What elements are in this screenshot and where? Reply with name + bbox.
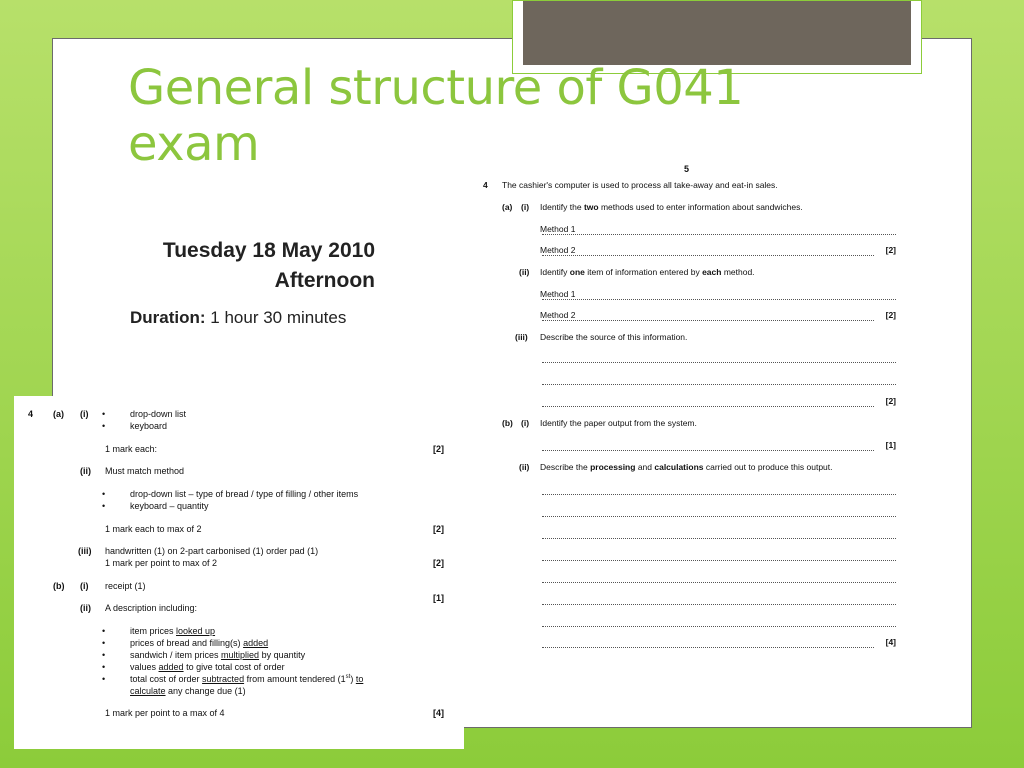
answer-dotted-line[interactable] — [542, 440, 874, 451]
exam-duration — [130, 308, 375, 328]
sub-i-label: (i) — [521, 202, 530, 212]
answer-dotted-line[interactable] — [542, 396, 874, 407]
answer-dotted-line[interactable] — [542, 374, 896, 385]
answer-dotted-line[interactable] — [542, 506, 896, 517]
ms-bullet: • total cost of order subtracted from amount tendered (1st) to — [130, 674, 363, 684]
ms-sub-ii: (ii) — [80, 466, 91, 476]
answer-dotted-line[interactable] — [542, 310, 874, 321]
ms-part-b: (b) — [53, 581, 65, 591]
ms-note: 1 mark per point to a max of 4 — [105, 708, 225, 718]
answer-line-method1 — [478, 289, 908, 301]
answer-line-method1 — [478, 224, 908, 236]
ms-question-number: 4 — [28, 409, 34, 419]
photo-placeholder — [523, 1, 911, 65]
mark-allocation: [2] — [885, 396, 896, 406]
answer-line — [478, 352, 908, 364]
answer-dotted-line[interactable] — [542, 572, 896, 583]
slide-title — [128, 60, 768, 172]
part-a-i-text: Identify the two methods used to enter information about sandwiches. — [540, 202, 803, 212]
part-a-ii-text: Identify one item of information entered by each method. — [540, 267, 755, 277]
answer-dotted-line[interactable] — [542, 528, 896, 539]
title-line-2: exam — [128, 116, 260, 172]
mark-allocation: [4] — [885, 637, 896, 647]
sub-ii-label: (ii) — [519, 267, 530, 277]
mark-allocation: [2] — [885, 310, 896, 320]
sub-ii-label: (ii) — [519, 462, 530, 472]
answer-line — [478, 550, 908, 562]
answer-line — [478, 616, 908, 628]
ms-bullet: • item prices looked up — [130, 626, 215, 636]
ms-bullet-continuation: calculate any change due (1) — [130, 686, 246, 696]
ms-note: 1 mark per point to max of 2 — [105, 558, 218, 568]
part-b-i-text: Identify the paper output from the system. — [540, 418, 697, 428]
ms-sub-ii: (ii) — [80, 603, 91, 613]
ms-note: 1 mark each: — [105, 444, 158, 454]
mark-scheme — [14, 396, 464, 749]
question-number: 4 — [483, 180, 488, 190]
answer-dotted-line[interactable] — [542, 245, 874, 256]
answer-line — [478, 440, 908, 452]
part-b-label: (b) — [502, 418, 513, 428]
ms-mark: [1] — [433, 593, 444, 603]
answer-dotted-line[interactable] — [542, 352, 896, 363]
ms-sub-i: (i) — [80, 409, 89, 419]
answer-dotted-line[interactable] — [542, 637, 874, 648]
method1-label: Method 1 — [540, 289, 576, 299]
part-a-ii-row — [478, 267, 908, 279]
exam-date: Tuesday 18 May 2010 — [162, 239, 375, 262]
page-number: 5 — [684, 164, 690, 174]
duration-value: 1 hour 30 minutes — [210, 308, 347, 327]
method2-label: Method 2 — [540, 245, 576, 255]
sub-i-label: (i) — [521, 418, 530, 428]
ms-mark: [2] — [433, 444, 444, 454]
answer-dotted-line[interactable] — [542, 224, 896, 235]
part-a-i-row — [478, 202, 908, 214]
ms-bullet: • keyboard — [130, 421, 167, 431]
method2-label: Method 2 — [540, 310, 576, 320]
part-b-ii-text: Describe the processing and calculations carried out to produce this output. — [540, 462, 833, 472]
ms-note: 1 mark each to max of 2 — [105, 524, 202, 534]
question-intro: The cashier's computer is used to process all take-away and eat-in sales. — [502, 180, 778, 190]
part-a-label: (a) — [502, 202, 513, 212]
answer-dotted-line[interactable] — [542, 594, 896, 605]
answer-line — [478, 594, 908, 606]
mark-allocation: [1] — [885, 440, 896, 450]
mark-allocation: [2] — [885, 245, 896, 255]
ms-bullet: • keyboard – quantity — [130, 501, 209, 511]
ms-mark: [2] — [433, 558, 444, 568]
part-b-ii-row — [478, 462, 908, 474]
part-a-iii-row — [478, 332, 908, 344]
answer-line — [478, 572, 908, 584]
part-a-iii-text: Describe the source of this information. — [540, 332, 688, 342]
answer-dotted-line[interactable] — [542, 289, 896, 300]
answer-line — [478, 396, 908, 408]
answer-line — [478, 484, 908, 496]
answer-line — [478, 528, 908, 540]
ms-bullet: • values added to give total cost of order — [130, 662, 285, 672]
ms-mark: [2] — [433, 524, 444, 534]
ms-bullet: • sandwich / item prices multiplied by quantity — [130, 650, 305, 660]
ms-heading: Must match method — [105, 466, 185, 476]
ms-part-a: (a) — [53, 409, 64, 419]
ms-answer: receipt (1) — [105, 581, 146, 591]
answer-line — [478, 637, 908, 649]
answer-line — [478, 506, 908, 518]
answer-line-method2 — [478, 310, 908, 322]
answer-line-method2 — [478, 245, 908, 257]
part-b-i-row — [478, 418, 908, 430]
question-intro-row — [478, 180, 908, 192]
ms-heading: A description including: — [105, 603, 198, 613]
title-line-1: General structure of G041 — [128, 60, 744, 116]
duration-label: Duration: — [130, 308, 206, 327]
ms-bullet: • drop-down list – type of bread / type of filling / other items — [130, 489, 358, 499]
ms-answer: handwritten (1) on 2-part carbonised (1) order pad (1) — [105, 546, 319, 556]
question-paper — [478, 160, 908, 660]
ms-mark: [4] — [433, 708, 444, 718]
ms-bullet: • prices of bread and filling(s) added — [130, 638, 268, 648]
exam-header — [130, 236, 375, 328]
answer-line — [478, 374, 908, 386]
answer-dotted-line[interactable] — [542, 550, 896, 561]
answer-dotted-line[interactable] — [542, 484, 896, 495]
ms-sub-iii: (iii) — [78, 546, 92, 556]
answer-dotted-line[interactable] — [542, 616, 896, 627]
ms-sub-i: (i) — [80, 581, 89, 591]
exam-session: Afternoon — [274, 269, 375, 292]
sub-iii-label: (iii) — [515, 332, 528, 342]
ms-bullet: • drop-down list — [130, 409, 186, 419]
method1-label: Method 1 — [540, 224, 576, 234]
